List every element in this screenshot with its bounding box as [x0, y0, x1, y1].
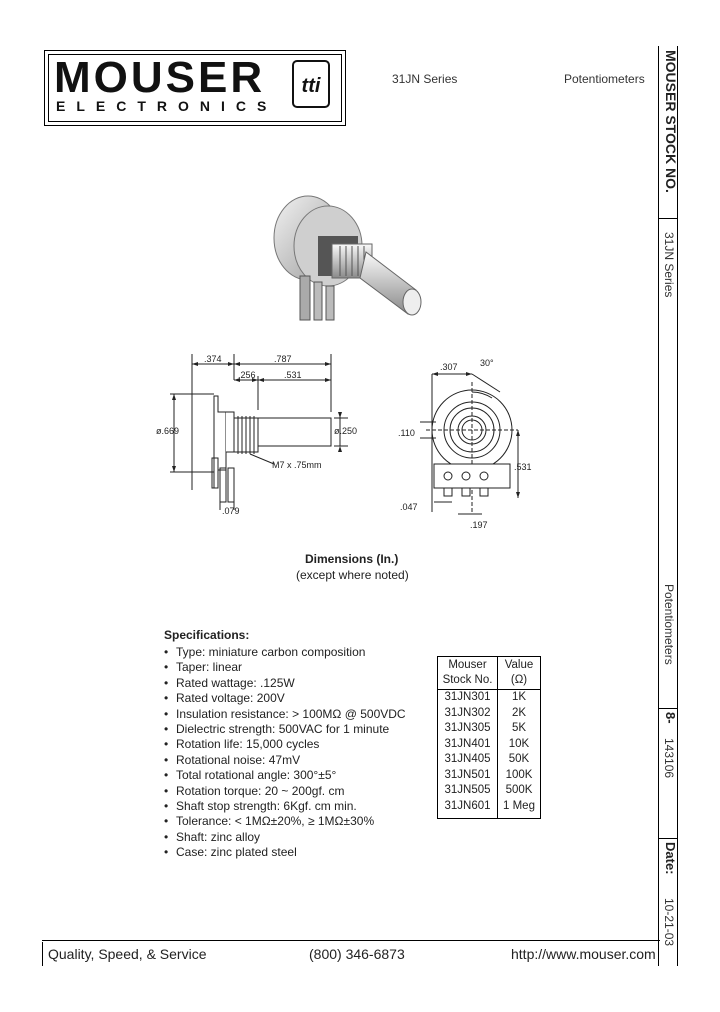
table-cell-stock: 31JN505	[444, 784, 491, 796]
header-category: Potentiometers	[564, 72, 645, 86]
footer-tagline: Quality, Speed, & Service	[48, 946, 207, 962]
spec-item	[164, 768, 336, 782]
bullet-icon: •	[164, 722, 169, 736]
rail-divider	[659, 708, 677, 709]
side-view-drawing	[156, 350, 368, 520]
rail-divider	[659, 218, 677, 219]
table-header-value-line2: (Ω)	[510, 674, 528, 686]
svg-text:.531: .531	[514, 462, 532, 472]
spec-item-text: Tolerance: < 1MΩ±20%, ≥ 1MΩ±30%	[176, 814, 375, 829]
svg-text:.079: .079	[222, 506, 240, 516]
table-header-stock-line2: Stock No.	[442, 674, 493, 686]
spec-item-text: Rated voltage: 200V	[176, 691, 285, 706]
bullet-icon: •	[164, 706, 169, 721]
spec-item-text: Rotation torque: 20 ~ 200gf. cm	[176, 783, 345, 798]
rail-stock-label: MOUSER STOCK NO.	[663, 50, 679, 193]
bullet-icon: •	[164, 768, 169, 783]
svg-text:.787: .787	[274, 354, 292, 364]
rail-category: Potentiometers	[662, 584, 676, 665]
footer-rule	[42, 940, 660, 941]
bullet-icon: •	[164, 829, 169, 844]
spec-item	[164, 660, 242, 674]
specifications-title: Specifications:	[164, 628, 250, 642]
bullet-icon: •	[164, 783, 169, 798]
bullet-icon: •	[164, 675, 169, 690]
spec-item-text: Type: miniature carbon composition	[176, 645, 366, 659]
header-series: 31JN Series	[392, 72, 458, 86]
bullet-icon: •	[164, 691, 169, 706]
stock-table	[437, 656, 541, 819]
svg-text:tti: tti	[301, 75, 321, 97]
spec-item-text: Dielectric strength: 500VAC for 1 minute	[176, 722, 390, 736]
table-cell-stock: 31JN305	[444, 722, 491, 734]
table-cell-stock: 31JN501	[444, 768, 491, 781]
rail-date-value: 10-21-03	[662, 898, 676, 947]
spec-item	[164, 691, 285, 705]
rail-date-label: Date:	[663, 842, 678, 875]
svg-text:.307: .307	[440, 362, 458, 372]
bullet-icon: •	[164, 799, 169, 813]
spec-item-text: Rotation life: 15,000 cycles	[176, 737, 320, 752]
svg-text:.047: .047	[400, 502, 418, 512]
table-cell-stock: 31JN405	[444, 753, 491, 765]
svg-text:.197: .197	[470, 520, 488, 530]
mouser-logo	[44, 50, 346, 126]
spec-item	[164, 814, 374, 828]
spec-item-text: Insulation resistance: > 100MΩ @ 500VDC	[176, 706, 406, 721]
svg-text:.256: .256	[238, 370, 256, 380]
spec-item	[164, 830, 260, 844]
spec-item	[164, 722, 389, 736]
table-header-value-line1: Value	[504, 659, 534, 671]
rail-series: 31JN Series	[662, 232, 676, 298]
dimensions-title: Dimensions (In.)	[305, 552, 399, 566]
svg-text:.531: .531	[284, 370, 302, 380]
svg-text:ø.250: ø.250	[334, 426, 358, 436]
spec-item	[164, 707, 406, 721]
bullet-icon: •	[164, 814, 169, 829]
logo-wordmark: MOUSER	[54, 53, 266, 102]
spec-item	[164, 676, 295, 690]
spec-item	[164, 645, 365, 659]
spec-item	[164, 753, 300, 767]
rail-border-inner	[658, 46, 659, 966]
logo-subtitle: ELECTRONICS	[56, 98, 278, 114]
table-cell-stock: 31JN302	[444, 706, 491, 719]
table-header-stock-line1: Mouser	[448, 659, 487, 671]
table-cell-value: 2K	[511, 706, 527, 719]
spec-item	[164, 737, 319, 751]
svg-text:.110: .110	[398, 428, 415, 438]
table-cell-value: 50K	[508, 753, 530, 765]
table-header-divider	[438, 689, 540, 690]
product-photo	[260, 190, 430, 330]
dimensions-note: (except where noted)	[296, 568, 409, 582]
table-cell-stock: 31JN601	[444, 799, 491, 812]
spec-item-text: Total rotational angle: 300°±5°	[176, 768, 337, 783]
bullet-icon: •	[164, 645, 169, 659]
table-cell-value: 1K	[511, 691, 527, 703]
spec-item-text: Shaft: zinc alloy	[176, 829, 261, 844]
front-view-drawing	[392, 352, 552, 532]
spec-item	[164, 784, 344, 798]
spec-item-text: Rotational noise: 47mV	[176, 752, 301, 767]
bullet-icon: •	[164, 752, 169, 767]
svg-text:.374: .374	[204, 354, 222, 364]
bullet-icon: •	[164, 660, 169, 675]
spec-item-text: Rated wattage: .125W	[176, 675, 295, 690]
rail-page-prefix: 8-	[663, 712, 678, 724]
rail-divider	[659, 838, 677, 839]
table-cell-value: 500K	[505, 784, 533, 796]
footer-phone: (800) 346-6873	[309, 946, 405, 962]
table-cell-stock: 31JN301	[444, 691, 491, 703]
table-cell-value: 1 Meg	[503, 799, 535, 812]
rail-page-number: 143106	[662, 738, 676, 779]
svg-text:M7 x .75mm: M7 x .75mm	[272, 460, 322, 470]
spec-item	[164, 799, 357, 813]
table-cell-stock: 31JN401	[444, 737, 491, 750]
bullet-icon: •	[164, 845, 169, 860]
table-cell-value: 10K	[508, 737, 530, 750]
bullet-icon: •	[164, 737, 169, 752]
spec-item-text: Taper: linear	[176, 660, 243, 675]
spec-item	[164, 845, 297, 859]
svg-text:ø.669: ø.669	[156, 426, 180, 436]
footer-url-link[interactable]: http://www.mouser.com	[511, 946, 656, 962]
spec-item-text: Case: zinc plated steel	[176, 845, 297, 860]
spec-item-text: Shaft stop strength: 6Kgf. cm min.	[176, 799, 357, 813]
tti-logo-icon	[292, 60, 330, 108]
table-cell-value: 100K	[505, 768, 533, 781]
footer-bar	[42, 942, 43, 966]
table-cell-value: 5K	[511, 722, 527, 734]
svg-text:30°: 30°	[480, 358, 494, 368]
